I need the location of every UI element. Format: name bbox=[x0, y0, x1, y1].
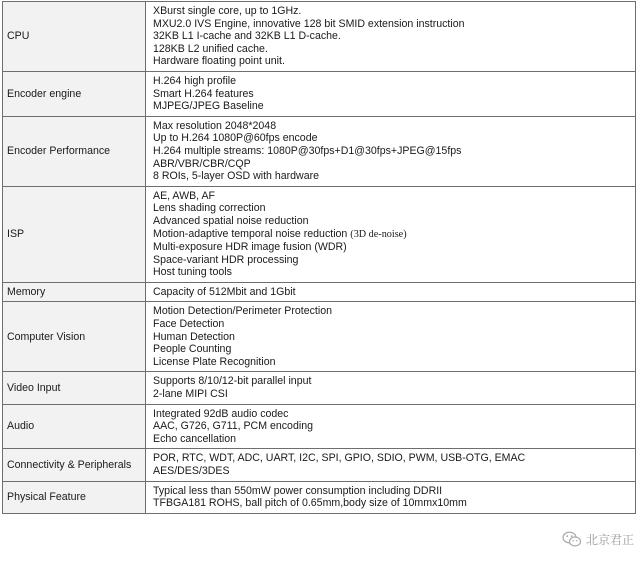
row-value-video-input bbox=[146, 372, 636, 404]
row-label-encoder-performance: Encoder Performance bbox=[3, 116, 146, 186]
list-item: TFBGA181 ROHS, ball pitch of 0.65mm,body size of 10mmx10mm bbox=[153, 497, 467, 510]
list-item: MJPEG/JPEG Baseline bbox=[153, 100, 264, 113]
table-row bbox=[3, 481, 636, 513]
list-item: Motion Detection/Perimeter Protection bbox=[153, 305, 332, 318]
list-item: 128KB L2 unified cache. bbox=[153, 42, 268, 55]
table-row bbox=[3, 372, 636, 404]
table-row bbox=[3, 186, 636, 282]
list-item: Echo cancellation bbox=[153, 432, 237, 445]
list-item bbox=[153, 228, 631, 242]
row-label-isp: ISP bbox=[3, 186, 146, 282]
row-value-physical-feature bbox=[146, 481, 636, 513]
list-item: ABR/VBR/CBR/CQP bbox=[153, 157, 251, 170]
list-item: MXU2.0 IVS Engine, innovative 128 bit SMID extension instruction bbox=[153, 17, 465, 30]
list-item: Up to H.264 1080P@60fps encode bbox=[153, 132, 318, 145]
row-value-encoder-performance bbox=[146, 116, 636, 186]
list-item: AAC, G726, G711, PCM encoding bbox=[153, 420, 313, 433]
list-item: Typical less than 550mW power consumption including DDRII bbox=[153, 484, 443, 497]
list-item: AES/DES/3DES bbox=[153, 465, 230, 477]
row-label-memory: Memory bbox=[3, 282, 146, 302]
list-item: License Plate Recognition bbox=[153, 355, 276, 368]
list-item: AE, AWB, AF bbox=[153, 189, 216, 202]
watermark bbox=[562, 531, 634, 548]
list-item: XBurst single core, up to 1GHz. bbox=[153, 5, 302, 17]
list-item: Multi-exposure HDR image fusion (WDR) bbox=[153, 241, 347, 254]
row-label-physical-feature: Physical Feature bbox=[3, 481, 146, 513]
list-item: 2-lane MIPI CSI bbox=[153, 388, 228, 401]
row-label-connectivity: Connectivity & Peripherals bbox=[3, 449, 146, 481]
wechat-icon bbox=[562, 531, 582, 548]
list-item: Capacity of 512Mbit and 1Gbit bbox=[153, 285, 296, 298]
table-row bbox=[3, 116, 636, 186]
list-item: People Counting bbox=[153, 343, 232, 356]
list-item: Integrated 92dB audio codec bbox=[153, 407, 289, 420]
row-label-encoder-engine: Encoder engine bbox=[3, 71, 146, 116]
list-item: Smart H.264 features bbox=[153, 87, 254, 100]
row-value-cpu bbox=[146, 2, 636, 72]
list-item: Hardware floating point unit. bbox=[153, 55, 285, 68]
table-row bbox=[3, 71, 636, 116]
list-item: Advanced spatial noise reduction bbox=[153, 214, 309, 227]
list-item: Max resolution 2048*2048 bbox=[153, 119, 277, 132]
list-item: Supports 8/10/12-bit parallel input bbox=[153, 375, 312, 388]
row-value-isp bbox=[146, 186, 636, 282]
list-item: Host tuning tools bbox=[153, 266, 232, 279]
watermark-text: 北京君正 bbox=[585, 533, 634, 547]
isp-3d-denoise-note: (3D de-noise) bbox=[350, 228, 407, 240]
row-value-computer-vision bbox=[146, 302, 636, 372]
row-value-memory bbox=[146, 282, 636, 302]
table-row bbox=[3, 282, 636, 302]
row-label-computer-vision: Computer Vision bbox=[3, 302, 146, 372]
spec-table bbox=[2, 1, 636, 514]
list-item: H.264 high profile bbox=[153, 74, 237, 87]
row-value-audio bbox=[146, 404, 636, 449]
table-row bbox=[3, 2, 636, 72]
table-row bbox=[3, 404, 636, 449]
table-row bbox=[3, 449, 636, 481]
row-value-connectivity bbox=[146, 449, 636, 481]
list-item: POR, RTC, WDT, ADC, UART, I2C, SPI, GPIO, SDIO, PWM, USB-OTG, EMAC bbox=[153, 452, 526, 465]
table-row bbox=[3, 302, 636, 372]
row-value-encoder-engine bbox=[146, 71, 636, 116]
list-item: Face Detection bbox=[153, 318, 225, 331]
list-item: Space-variant HDR processing bbox=[153, 253, 299, 266]
row-label-video-input: Video Input bbox=[3, 372, 146, 404]
row-label-audio: Audio bbox=[3, 404, 146, 449]
row-label-cpu: CPU bbox=[3, 2, 146, 72]
isp-tnr-text: Motion-adaptive temporal noise reduction bbox=[153, 227, 348, 240]
list-item: H.264 multiple streams: 1080P@30fps+D1@30fps+JPEG@15fps bbox=[153, 144, 462, 157]
list-item: Human Detection bbox=[153, 330, 235, 343]
list-item: Lens shading correction bbox=[153, 202, 266, 215]
list-item: 32KB L1 I-cache and 32KB L1 D-cache. bbox=[153, 30, 341, 43]
list-item: 8 ROIs, 5-layer OSD with hardware bbox=[153, 170, 320, 183]
